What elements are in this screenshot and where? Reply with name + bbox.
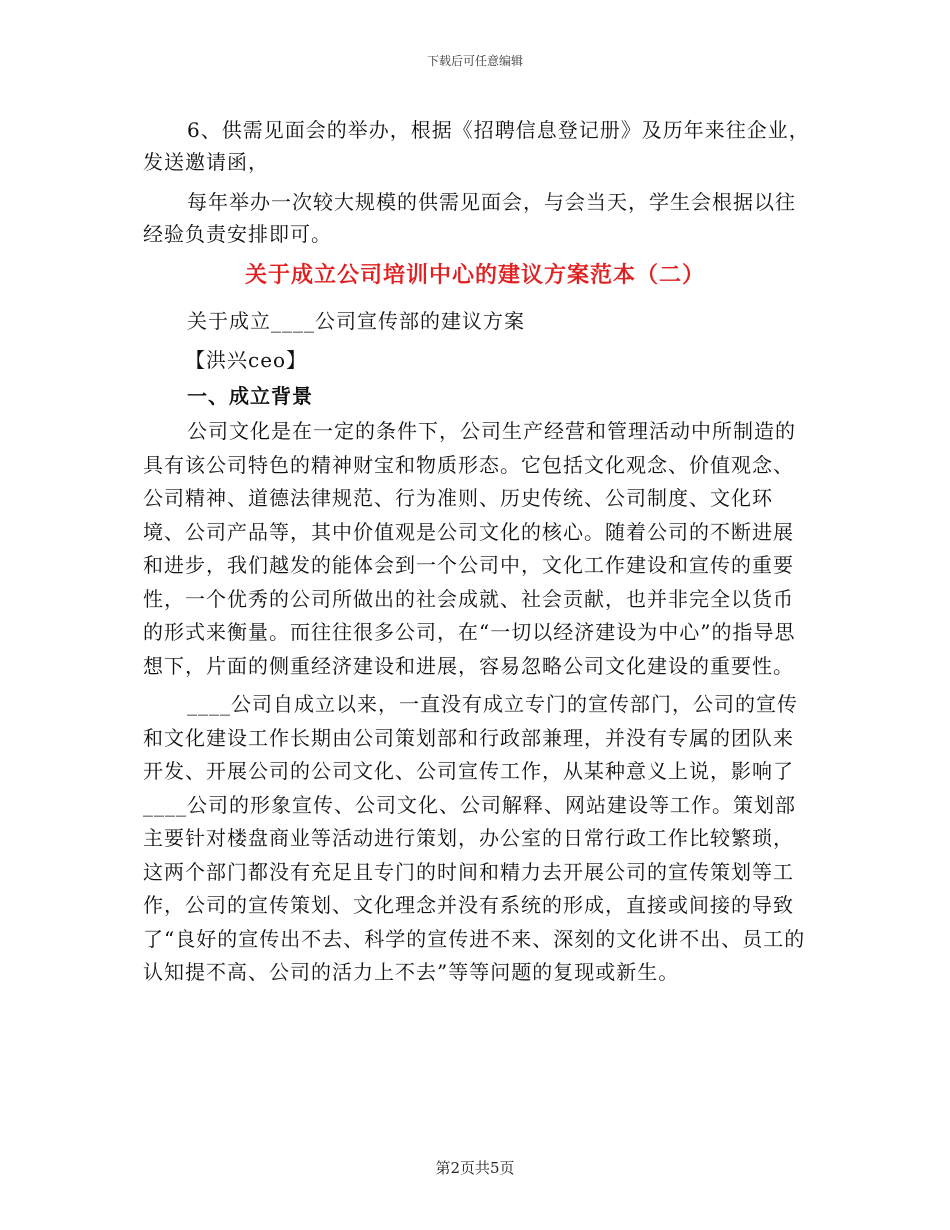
- paragraph-department: ____公司自成立以来，一直没有成立专门的宣传部门，公司的宣传和文化建设工作长期由公司策划部和行政部兼理，并没有专属的团队来开发、开展公司的公司文化、公司宣传工作，从某种意义上说，影响了____公司的形象宣传、公司文化、公司解释、网站建设等工作。策划部主要针对楼盘商业等活动进行策划，办公室的日常行政工作比较繁琐，这两个部门都没有充足且专门的时间和精力去开展公司的宣传策划等工作，公司的宣传策划、文化理念并没有系统的形成，直接或间接的导致了“良好的宣传出不去、科学的宣传进不来、深刻的文化讲不出、员工的认知提不高、公司的活力上不去”等等问题的复现或新生。: [143, 692, 806, 984]
- page-footer: 第2页共5页: [435, 1159, 515, 1177]
- document-title: 关于成立公司培训中心的建议方案范本（二）: [244, 262, 705, 288]
- body-paragraphs: [143, 415, 813, 990]
- paragraph-background: 公司文化是在一定的条件下，公司生产经营和管理活动中所制造的具有该公司特色的精神财宝和物质形态。它包括文化观念、价值观念、公司精神、道德法律规范、行为准则、历史传统、公司制度、文化环境、公司产品等，其中价值观是公司文化的核心。随着公司的不断进展和进步，我们越发的能体会到一个公司中，文化工作建设和宣传的重要性，一个优秀的公司所做出的社会成就、社会贡献，也并非完全以货币的形式来衡量。而往往很多公司，在“一切以经济建设为中心”的指导思想下，片面的侧重经济建设和进展，容易忽略公司文化建设的重要性。: [143, 419, 796, 678]
- document-author: 【洪兴ceo】: [185, 348, 308, 372]
- item6-block: [143, 114, 813, 250]
- page-header: 下载后可任意编辑: [426, 54, 523, 68]
- document-subtitle: 关于成立____公司宣传部的建议方案: [187, 309, 525, 333]
- item6-paragraph: 每年举办一次较大规模的供需见面会，与会当天，学生会根据以往经验负责安排即可。: [143, 190, 796, 246]
- item6-line: 6、供需见面会的举办，根据《招聘信息登记册》及历年来往企业，发送邀请函，: [143, 118, 810, 174]
- section-heading: 一、成立背景: [187, 384, 313, 408]
